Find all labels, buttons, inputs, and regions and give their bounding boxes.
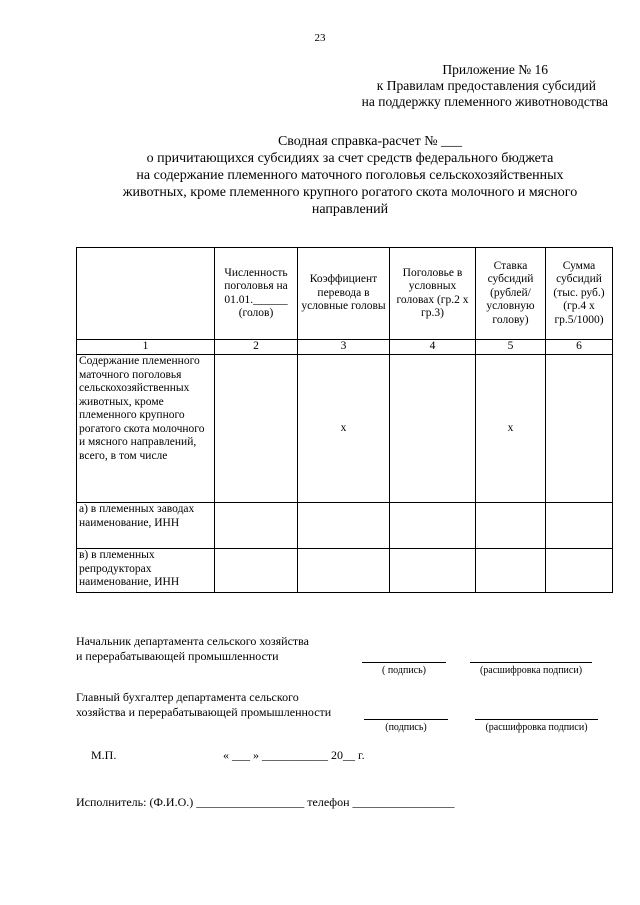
document-title: [60, 133, 640, 218]
header-col-1: [77, 248, 215, 340]
header-col-5: Ставка субсидий (рублей/ условную голову): [476, 248, 546, 340]
title-line-5: направлений: [311, 202, 389, 217]
accountant-title-line-2: хозяйства и перерабатывающей промышленности: [76, 705, 332, 719]
table-cell: [298, 503, 390, 549]
title-line-4: животных, кроме племенного крупного рогатого скота молочного и мясного: [122, 185, 578, 200]
head-title: [76, 634, 309, 664]
table-cell: [215, 355, 298, 503]
annex-line-2: к Правилам предоставления субсидий: [376, 78, 596, 93]
table-cell: [546, 355, 613, 503]
title-line-3: на содержание племенного маточного поголовья сельскохозяйственных: [136, 168, 564, 183]
col-number: 4: [390, 340, 476, 355]
header-col-6: Сумма субсидий (тыс. руб.) (гр.4 х гр.5/1000): [546, 248, 613, 340]
col-number: 2: [215, 340, 298, 355]
header-col-3: Коэффициент перевода в условные головы: [298, 248, 390, 340]
head-sign-line: [362, 648, 446, 663]
accountant-sign-line: [364, 705, 448, 720]
table-cell: [546, 503, 613, 549]
col-number: 5: [476, 340, 546, 355]
col-number: 1: [77, 340, 215, 355]
annex-header: [362, 62, 608, 110]
table-cell: [390, 503, 476, 549]
head-title-line-2: и перерабатывающей промышленности: [76, 649, 279, 663]
header-col-2: Численность поголовья на 01.01.______ (голов): [215, 248, 298, 340]
col-number: 3: [298, 340, 390, 355]
table-number-row: [77, 340, 613, 355]
table-header-row: [77, 248, 613, 340]
table-row: [77, 355, 613, 503]
title-line-1: Сводная справка-расчет № ___: [277, 134, 463, 149]
table-row: [77, 549, 613, 593]
table-cell: [476, 503, 546, 549]
head-decode-line: [470, 648, 592, 663]
table-cell: [546, 549, 613, 593]
table-cell: x: [298, 355, 390, 503]
col-number: 6: [546, 340, 613, 355]
head-sign-caption: ( подпись): [381, 665, 426, 676]
table-row: [77, 503, 613, 549]
table-cell: [298, 549, 390, 593]
head-decode-caption: (расшифровка подписи): [479, 665, 583, 676]
table-cell: [476, 549, 546, 593]
page-number: 23: [314, 32, 326, 44]
annex-line-3: на поддержку племенного животноводства: [361, 94, 608, 109]
accountant-decode-line: [475, 705, 598, 720]
header-col-4: Поголовье в условных головах (гр.2 х гр.3): [390, 248, 476, 340]
executor-field: Исполнитель: (Ф.И.О.) __________________ телефон _________________: [76, 795, 455, 809]
stamp-place: М.П.: [91, 748, 117, 762]
table-cell: [215, 549, 298, 593]
table-cell: [215, 503, 298, 549]
head-title-line-1: Начальник департамента сельского хозяйства: [76, 634, 309, 648]
accountant-sign-caption: (подпись): [385, 722, 427, 733]
title-line-2: о причитающихся субсидиях за счет средств федерального бюджета: [146, 151, 554, 166]
table-cell: [390, 355, 476, 503]
row-label-total: Содержание племенного маточного поголовья сельскохозяйственных животных, кроме племенного крупного рогатого скота молочного и мясного направлений, всего, в том числе: [77, 355, 215, 503]
row-label-breeding-plants: а) в племенных заводах наименование, ИНН: [77, 503, 215, 549]
accountant-title: [76, 690, 331, 720]
annex-number: Приложение № 16: [442, 62, 548, 77]
date-field: « ___ » ___________ 20__ г.: [223, 748, 365, 762]
table-cell: x: [476, 355, 546, 503]
row-label-breeding-reproducers: в) в племенных репродукторах наименование, ИНН: [77, 549, 215, 593]
table-cell: [390, 549, 476, 593]
subsidy-table: [76, 247, 613, 593]
accountant-title-line-1: Главный бухгалтер департамента сельского: [76, 690, 299, 704]
accountant-decode-caption: (расшифровка подписи): [485, 722, 588, 733]
